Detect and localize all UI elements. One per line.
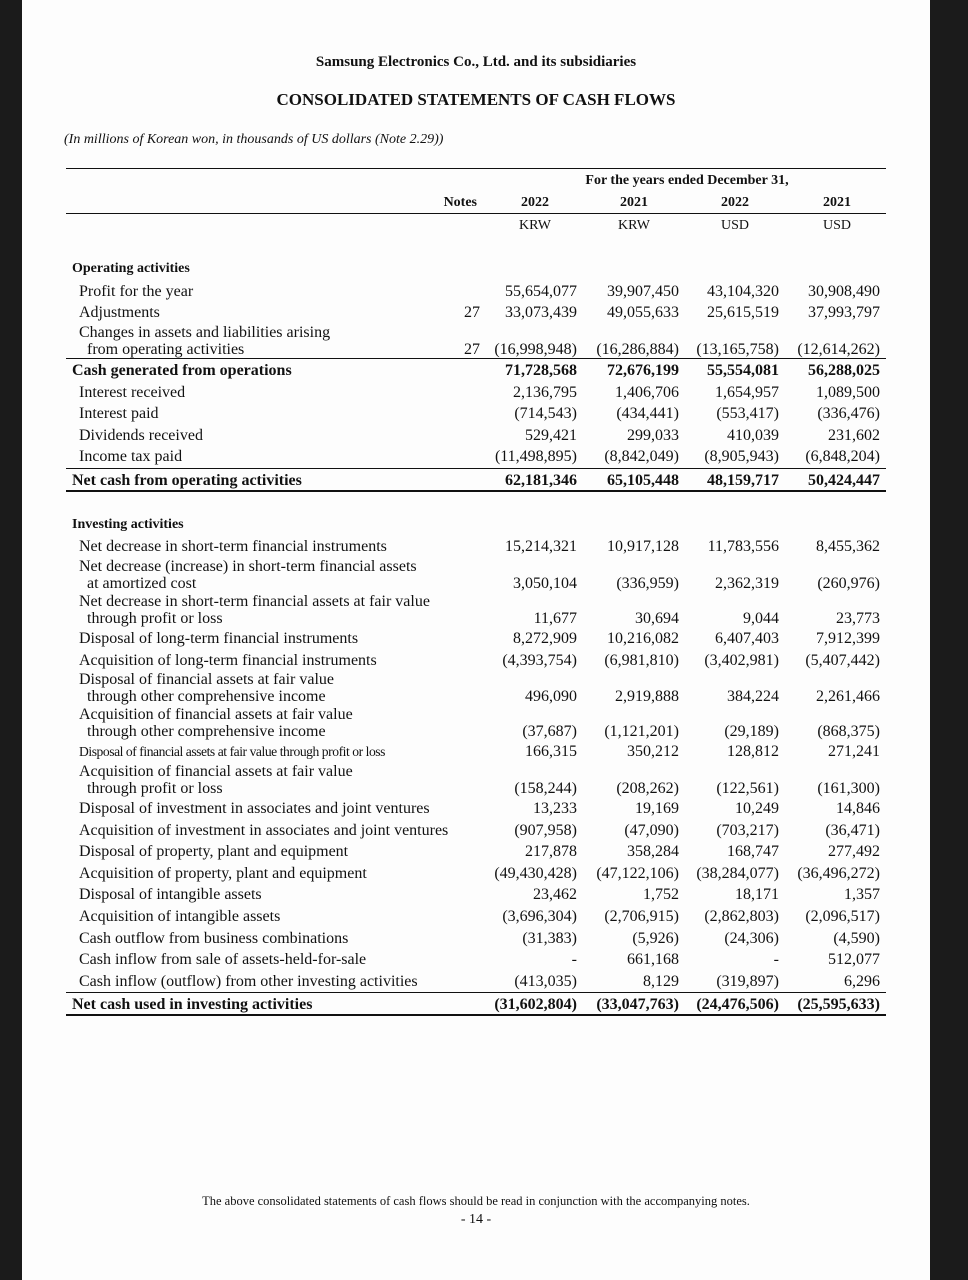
investing-row-value: (161,300) <box>817 780 880 797</box>
investing-row-value: 2,362,319 <box>715 575 779 592</box>
investing-row-value: (2,706,915) <box>604 908 679 925</box>
investing-row-value: 512,077 <box>828 951 880 968</box>
investing-row-value: (47,090) <box>624 822 679 839</box>
operating-row-note: 27 <box>464 304 480 321</box>
investing-row-label: Acquisition of property, plant and equipment <box>79 865 367 882</box>
investing-row-label: Disposal of investment in associates and joint ventures <box>79 800 430 817</box>
operating-row-value: 231,602 <box>828 427 880 444</box>
page-number: - 14 - <box>460 1212 492 1227</box>
operating-row-label: Changes in assets and liabilities arising from operating activities <box>79 324 331 358</box>
operating-row-label: Interest received <box>79 384 186 401</box>
operating-row-label: Net cash from operating activities <box>72 472 302 489</box>
investing-row-label: Acquisition of financial assets at fair value through other comprehensive income <box>79 706 353 740</box>
operating-row-value: 49,055,633 <box>607 304 679 321</box>
investing-row-value: (6,981,810) <box>604 652 679 669</box>
operating-row-value: 43,104,320 <box>707 283 779 300</box>
operating-row-value: (13,165,758) <box>696 341 779 358</box>
investing-row-value: (4,590) <box>833 930 880 947</box>
investing-row-value: (37,687) <box>522 723 577 740</box>
investing-row-value: (319,897) <box>716 973 779 990</box>
investing-row-value: (5,407,442) <box>805 652 880 669</box>
investing-row-value: 9,044 <box>743 610 779 627</box>
investing-row-value: (31,383) <box>522 930 577 947</box>
investing-row-value: 3,050,104 <box>513 575 577 592</box>
operating-row-value: (714,543) <box>514 405 577 422</box>
operating-row-value: (6,848,204) <box>805 448 880 465</box>
investing-row-label: Acquisition of financial assets at fair value through profit or loss <box>79 763 353 797</box>
operating-row-value: 62,181,346 <box>505 472 577 489</box>
operating-row-value: 50,424,447 <box>808 472 880 489</box>
operating-row-value: 30,908,490 <box>808 283 880 300</box>
operating-row-value: 33,073,439 <box>505 304 577 321</box>
investing-row-value: 15,214,321 <box>505 538 577 555</box>
investing-row-value: (1,121,201) <box>604 723 679 740</box>
investing-row-value: (122,561) <box>716 780 779 797</box>
investing-row-value: 496,090 <box>525 688 577 705</box>
operating-row-value: 65,105,448 <box>607 472 679 489</box>
investing-row-value: (703,217) <box>716 822 779 839</box>
operating-subtotal-rule <box>66 468 886 469</box>
investing-row-value: 1,357 <box>844 886 880 903</box>
operating-row-value: 299,033 <box>627 427 679 444</box>
investing-row-label: Disposal of financial assets at fair value through other comprehensive income <box>79 671 335 705</box>
investing-row-label: Cash inflow from sale of assets-held-for-sale <box>79 951 367 968</box>
operating-row-value: (336,476) <box>817 405 880 422</box>
investing-row-value: (208,262) <box>616 780 679 797</box>
investing-row-value: (25,595,633) <box>797 996 880 1013</box>
investing-row-value: - <box>773 951 779 968</box>
investing-row-value: 8,272,909 <box>513 630 577 647</box>
investing-row-value: 277,492 <box>828 843 880 860</box>
investing-row-label: Cash inflow (outflow) from other investing activities <box>79 973 418 990</box>
investing-row-value: 11,677 <box>533 610 577 627</box>
year-header-4: 2021 <box>823 195 851 210</box>
operating-total-rule <box>66 490 886 492</box>
investing-row-label: Cash outflow from business combinations <box>79 930 349 947</box>
investing-row-label: Disposal of financial assets at fair value through profit or loss <box>79 744 385 759</box>
operating-row-value: 71,728,568 <box>505 362 577 379</box>
investing-row-value: 30,694 <box>635 610 679 627</box>
investing-row-label: Disposal of intangible assets <box>79 886 262 903</box>
operating-row-value: 55,554,081 <box>707 362 779 379</box>
investing-row-value: (38,284,077) <box>696 865 779 882</box>
investing-row-label: Acquisition of investment in associates and joint ventures <box>79 822 449 839</box>
operating-row-note: 27 <box>464 341 480 358</box>
investing-heading: Investing activities <box>72 517 184 532</box>
operating-row-value: (434,441) <box>616 405 679 422</box>
investing-row-label: Disposal of property, plant and equipment <box>79 843 349 860</box>
investing-row-value: 23,462 <box>533 886 577 903</box>
investing-row-value: (5,926) <box>632 930 679 947</box>
investing-row-value: 10,216,082 <box>607 630 679 647</box>
investing-row-value: 2,919,888 <box>615 688 679 705</box>
investing-row-value: 8,129 <box>643 973 679 990</box>
investing-row-value: 168,747 <box>727 843 779 860</box>
footer-note: The above consolidated statements of cash flows should be read in conjunction with the accompanying notes. <box>202 1194 750 1208</box>
operating-row-value: 56,288,025 <box>808 362 880 379</box>
investing-total-rule <box>66 1014 886 1016</box>
year-header-2: 2021 <box>620 195 648 210</box>
investing-row-value: (49,430,428) <box>494 865 577 882</box>
operating-row-value: 529,421 <box>525 427 577 444</box>
investing-row-value: 2,261,466 <box>816 688 880 705</box>
investing-subtotal-rule <box>66 992 886 993</box>
investing-row-value: (47,122,106) <box>596 865 679 882</box>
operating-row-value: 55,654,077 <box>505 283 577 300</box>
operating-row-value: 72,676,199 <box>607 362 679 379</box>
investing-row-value: 23,773 <box>836 610 880 627</box>
investing-row-value: (2,096,517) <box>805 908 880 925</box>
investing-row-value: 1,752 <box>643 886 679 903</box>
investing-row-value: 8,455,362 <box>816 538 880 555</box>
operating-row-value: 1,089,500 <box>816 384 880 401</box>
investing-row-value: (29,189) <box>724 723 779 740</box>
operating-row-value: 25,615,519 <box>707 304 779 321</box>
investing-row-value: (907,958) <box>514 822 577 839</box>
investing-row-label: Net cash used in investing activities <box>72 996 313 1013</box>
operating-row-value: (16,998,948) <box>494 341 577 358</box>
investing-row-value: (36,471) <box>825 822 880 839</box>
year-header-3: 2022 <box>721 195 749 210</box>
investing-row-value: 19,169 <box>635 800 679 817</box>
investing-row-label: Acquisition of intangible assets <box>79 908 281 925</box>
investing-row-value: (2,862,803) <box>704 908 779 925</box>
investing-row-value: 128,812 <box>727 743 779 760</box>
investing-row-value: 18,171 <box>735 886 779 903</box>
operating-row-label: Cash generated from operations <box>72 362 292 379</box>
notes-header: Notes <box>443 195 477 210</box>
operating-row-label: Interest paid <box>79 405 159 422</box>
operating-row-value: (553,417) <box>716 405 779 422</box>
investing-row-value: 271,241 <box>828 743 880 760</box>
operating-subtotal-rule <box>66 358 886 359</box>
currency-header-3: USD <box>720 218 749 233</box>
operating-row-value: 48,159,717 <box>707 472 779 489</box>
investing-row-value: 7,912,399 <box>816 630 880 647</box>
investing-row-value: (33,047,763) <box>596 996 679 1013</box>
investing-row-value: 11,783,556 <box>707 538 779 555</box>
investing-row-value: (4,393,754) <box>502 652 577 669</box>
investing-row-value: (158,244) <box>514 780 577 797</box>
operating-row-label: Income tax paid <box>79 448 183 465</box>
investing-row-value: (3,402,981) <box>704 652 779 669</box>
investing-row-value: - <box>571 951 577 968</box>
investing-row-value: 358,284 <box>627 843 679 860</box>
investing-row-label: Net decrease in short-term financial assets at fair value through profit or loss <box>79 593 430 627</box>
investing-row-value: 10,917,128 <box>607 538 679 555</box>
investing-row-value: (24,306) <box>724 930 779 947</box>
statement-page <box>22 0 930 1280</box>
investing-row-value: (413,035) <box>514 973 577 990</box>
year-header-1: 2022 <box>521 195 549 210</box>
header-top-rule <box>66 168 886 169</box>
operating-row-value: 1,406,706 <box>615 384 679 401</box>
investing-row-value: (31,602,804) <box>494 996 577 1013</box>
investing-row-value: 10,249 <box>735 800 779 817</box>
investing-row-value: 6,407,403 <box>715 630 779 647</box>
operating-row-label: Profit for the year <box>79 283 194 300</box>
investing-row-value: (36,496,272) <box>797 865 880 882</box>
investing-row-value: 6,296 <box>844 973 880 990</box>
operating-row-value: 2,136,795 <box>513 384 577 401</box>
unit-note: (In millions of Korean won, in thousands of US dollars (Note 2.29)) <box>64 132 444 147</box>
investing-row-value: 13,233 <box>533 800 577 817</box>
operating-row-value: (8,905,943) <box>704 448 779 465</box>
currency-header-1: KRW <box>519 218 551 233</box>
currency-header-2: KRW <box>618 218 650 233</box>
operating-row-value: (8,842,049) <box>604 448 679 465</box>
operating-row-label: Dividends received <box>79 427 203 444</box>
investing-row-value: (336,959) <box>616 575 679 592</box>
currency-header-4: USD <box>822 218 851 233</box>
operating-row-value: (11,498,895) <box>494 448 577 465</box>
period-header: For the years ended December 31, <box>585 173 789 188</box>
investing-row-value: (260,976) <box>817 575 880 592</box>
operating-row-label: Adjustments <box>79 304 160 321</box>
investing-row-label: Acquisition of long-term financial instruments <box>79 652 377 669</box>
investing-row-value: 166,315 <box>525 743 577 760</box>
investing-row-value: 217,878 <box>525 843 577 860</box>
investing-row-value: 384,224 <box>727 688 779 705</box>
operating-row-value: 37,993,797 <box>808 304 880 321</box>
header-mid-rule <box>66 213 886 214</box>
operating-row-value: 39,907,450 <box>607 283 679 300</box>
investing-row-label: Net decrease (increase) in short-term financial assets at amortized cost <box>79 558 417 592</box>
operating-row-value: (16,286,884) <box>596 341 679 358</box>
investing-row-value: 14,846 <box>836 800 880 817</box>
investing-row-label: Disposal of long-term financial instruments <box>79 630 359 647</box>
investing-row-value: (868,375) <box>817 723 880 740</box>
operating-row-value: 410,039 <box>727 427 779 444</box>
investing-row-label: Net decrease in short-term financial instruments <box>79 538 387 555</box>
investing-row-value: (3,696,304) <box>502 908 577 925</box>
investing-row-value: 661,168 <box>627 951 679 968</box>
investing-row-value: (24,476,506) <box>696 996 779 1013</box>
operating-heading: Operating activities <box>72 261 190 276</box>
operating-row-value: 1,654,957 <box>715 384 779 401</box>
statement-title: CONSOLIDATED STATEMENTS OF CASH FLOWS <box>276 90 676 109</box>
investing-row-value: 350,212 <box>627 743 679 760</box>
operating-row-value: (12,614,262) <box>797 341 880 358</box>
company-name: Samsung Electronics Co., Ltd. and its subsidiaries <box>315 54 637 70</box>
